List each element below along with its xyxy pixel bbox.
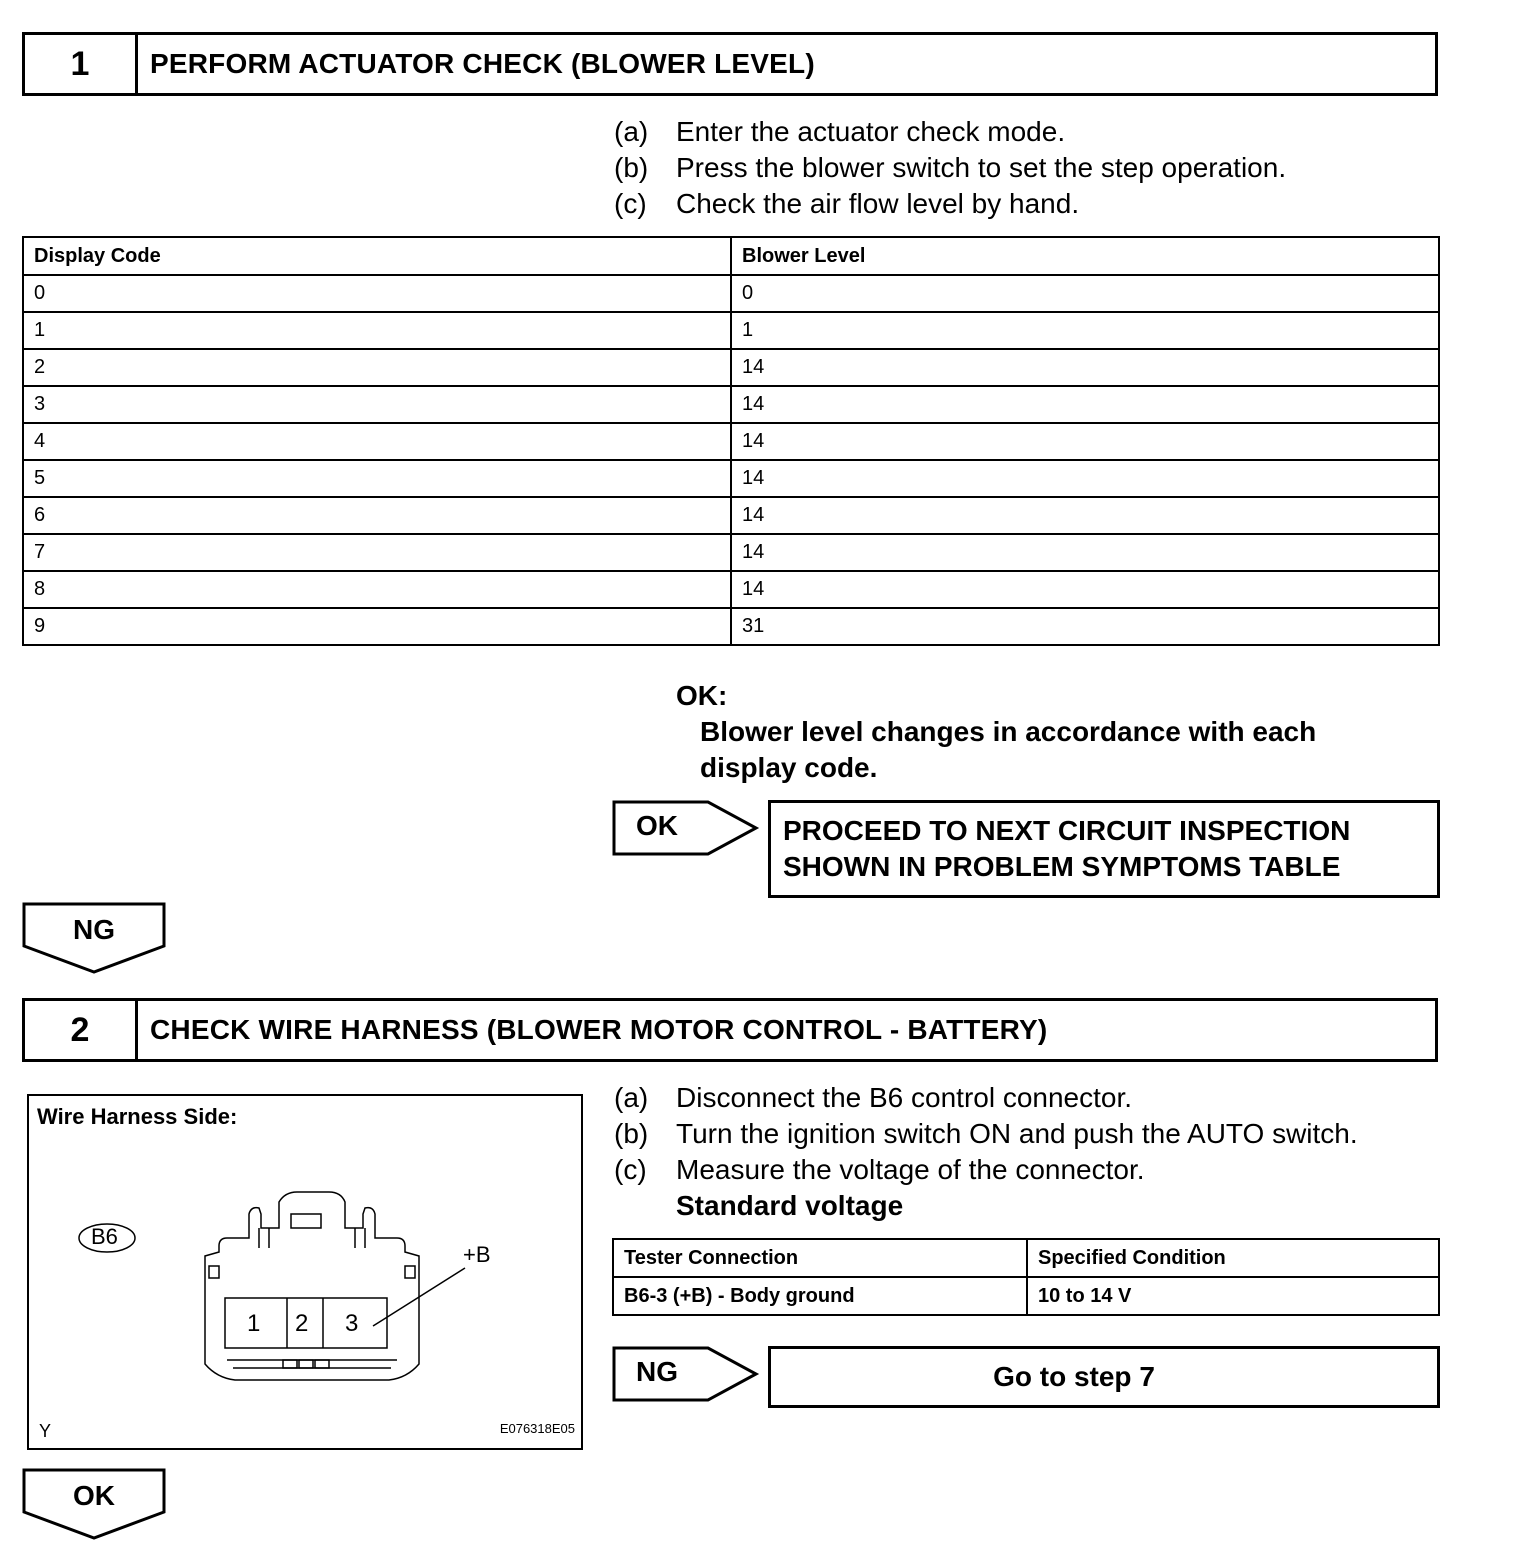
instruction-item: (c) Check the air flow level by hand. [614,188,1080,219]
pin-2-label: 2 [295,1310,309,1337]
table-row: 9 31 [23,608,1439,645]
pin-3-label: 3 [345,1310,359,1337]
terminal-label: +B [463,1242,491,1267]
ok-criteria-line-1: Blower level changes in accordance with each [700,716,1317,747]
table-row: 1 1 [23,312,1439,349]
step-1-title: PERFORM ACTUATOR CHECK (BLOWER LEVEL) [150,48,815,79]
table-row: 3 14 [23,386,1439,423]
table-row: 6 14 [23,497,1439,534]
table-row: B6-3 (+B) - Body ground 10 to 14 V [613,1277,1439,1315]
connector-drawing [29,1096,581,1448]
corner-letter: Y [39,1421,52,1441]
ng-down-label: NG [73,914,115,945]
ok-criteria-line-2: display code. [700,752,878,783]
connector-diagram [27,1094,583,1450]
table-row: 2 14 [23,349,1439,386]
voltage-spec-table [612,1238,1440,1316]
instruction-item: (a) Disconnect the B6 control connector. [614,1082,1133,1113]
ng-tab-label: NG [636,1356,678,1387]
instruction-item: (a) Enter the actuator check mode. [614,116,1066,147]
step-2-header [22,998,1438,1062]
table-row: 4 14 [23,423,1439,460]
step-1-number: 1 [25,35,138,93]
step-2-title: CHECK WIRE HARNESS (BLOWER MOTOR CONTROL - BATTERY) [150,1014,1048,1045]
pin-1-label: 1 [247,1310,261,1337]
blower-level-table [22,236,1440,646]
diagram-caption: Wire Harness Side: [37,1104,238,1129]
connector-id-label: B6 [91,1224,118,1249]
ok-result-box [768,800,1440,898]
step-1-header [22,32,1438,96]
ng-result-text: Go to step 7 [993,1361,1155,1392]
table-header-row [23,237,1439,275]
ok-down-label: OK [73,1480,115,1511]
ng-arrow-tab [612,1346,762,1404]
instruction-item [614,1188,1358,1224]
table-header-row [613,1239,1439,1277]
ok-arrow-tab [612,800,762,858]
step-2-instructions [614,1080,1358,1224]
table-row: 5 14 [23,460,1439,497]
column-header: Blower Level [731,237,1439,275]
figure-code: E076318E05 [499,1421,575,1436]
ok-result-line-1: PROCEED TO NEXT CIRCUIT INSPECTION [783,815,1351,846]
table-row: 0 0 [23,275,1439,312]
ng-result-box [768,1346,1440,1408]
instruction-item: (b) Turn the ignition switch ON and push the AUTO switch. [614,1118,1358,1149]
table-row: 7 14 [23,534,1439,571]
step-1-instructions [614,114,1286,222]
table-row: 8 14 [23,571,1439,608]
ok-heading: OK: [676,680,728,711]
instruction-item: (c) Measure the voltage of the connector. [614,1154,1145,1185]
ok-result-line-2: SHOWN IN PROBLEM SYMPTOMS TABLE [783,851,1341,882]
column-header: Tester Connection [613,1239,1027,1277]
standard-voltage-label: Standard voltage [676,1190,904,1221]
step-2-number: 2 [25,1001,138,1059]
ok-tab-label: OK [636,810,678,841]
column-header: Display Code [23,237,731,275]
instruction-item: (b) Press the blower switch to set the step operation. [614,152,1287,183]
column-header: Specified Condition [1027,1239,1439,1277]
